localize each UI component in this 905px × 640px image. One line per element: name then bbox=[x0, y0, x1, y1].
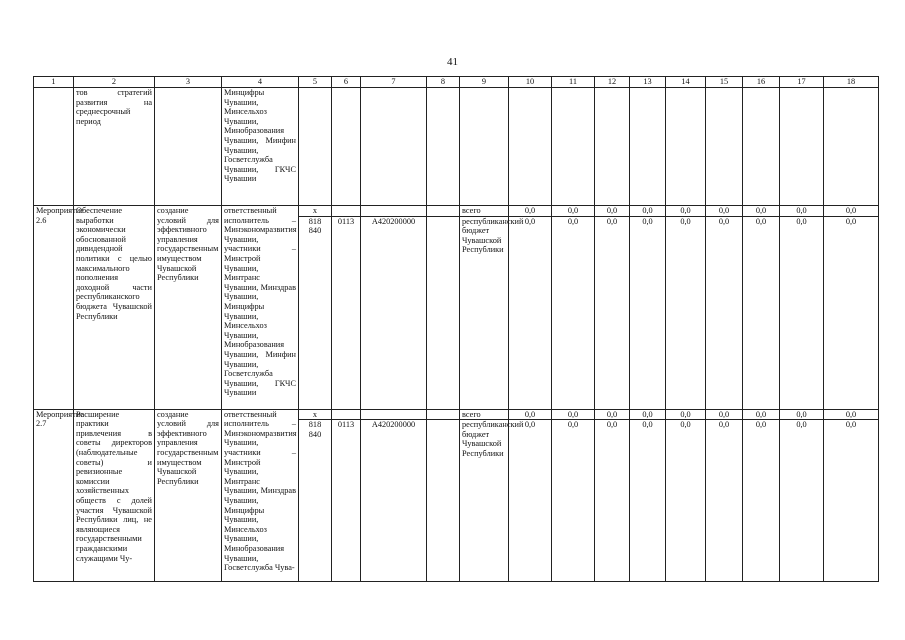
col-header: 6 bbox=[332, 77, 361, 88]
value-cell: 0,0 bbox=[595, 216, 630, 409]
activity-number: Мероприятие 2.6 bbox=[34, 206, 74, 410]
cell bbox=[361, 206, 427, 217]
value-cell: 0,0 bbox=[552, 409, 595, 420]
col-header: 11 bbox=[552, 77, 595, 88]
activity-description: Обеспечение выработки экономически обоснованной дивидендной политики с целью максимального пополнения доходной части республиканского бюджета Чувашской Республики bbox=[74, 206, 155, 410]
col-header: 2 bbox=[74, 77, 155, 88]
value-cell: 0,0 bbox=[595, 206, 630, 217]
value-cell: 0,0 bbox=[509, 216, 552, 409]
col-header: 1 bbox=[34, 77, 74, 88]
value-cell: 0,0 bbox=[743, 206, 780, 217]
value-cell: 0,0 bbox=[509, 409, 552, 420]
value-cell: 0,0 bbox=[666, 216, 706, 409]
page-number: 41 bbox=[447, 56, 458, 68]
grbs-code: x bbox=[299, 206, 332, 217]
value-cell: 0,0 bbox=[706, 409, 743, 420]
value-cell: 0,0 bbox=[824, 420, 879, 582]
cell bbox=[630, 88, 666, 206]
cell bbox=[780, 88, 824, 206]
value-cell: 0,0 bbox=[743, 420, 780, 582]
continuation-row bbox=[34, 88, 879, 206]
table-row bbox=[34, 206, 879, 217]
col-header: 18 bbox=[824, 77, 879, 88]
cell bbox=[427, 216, 460, 409]
activity-description: тов стратегий развития на среднесрочный период bbox=[74, 88, 155, 206]
value-cell: 0,0 bbox=[630, 420, 666, 582]
cell bbox=[332, 206, 361, 217]
value-cell: 0,0 bbox=[509, 206, 552, 217]
executors: Минцифры Чувашии, Минсельхоз Чувашии, Минобразования Чувашии, Минфин Чувашии, Госветслужба Чувашии, ГКЧС Чувашии bbox=[222, 88, 299, 206]
value-cell: 0,0 bbox=[666, 409, 706, 420]
value-cell: 0,0 bbox=[824, 206, 879, 217]
cell bbox=[824, 88, 879, 206]
program-activities-table bbox=[33, 76, 879, 582]
col-header: 12 bbox=[595, 77, 630, 88]
col-header: 10 bbox=[509, 77, 552, 88]
cell bbox=[361, 409, 427, 420]
cell bbox=[361, 88, 427, 206]
value-cell: 0,0 bbox=[706, 216, 743, 409]
col-header: 16 bbox=[743, 77, 780, 88]
executors: ответственный исполнитель – Минэкономразвития Чувашии, участники – Минстрой Чувашии, Минтранс Чувашии, Минздрав Чувашии, Минцифры Чувашии, Минсельхоз Чувашии, Минобразования Чувашии, Минфин Чувашии, Госветслужба Чувашии, ГКЧС Чувашии bbox=[222, 206, 299, 410]
col-header: 9 bbox=[460, 77, 509, 88]
table-row bbox=[34, 409, 879, 420]
cell bbox=[460, 88, 509, 206]
cell bbox=[427, 409, 460, 420]
value-cell: 0,0 bbox=[780, 409, 824, 420]
cell bbox=[427, 420, 460, 582]
target-code: А420200000 bbox=[361, 420, 427, 582]
cell bbox=[332, 409, 361, 420]
grbs-code: x bbox=[299, 409, 332, 420]
executors: ответственный исполнитель – Минэкономразвития Чувашии, участники – Минстрой Чувашии, Минтранс Чувашии, Минздрав Чувашии, Минцифры Чувашии, Минсельхоз Чувашии, Минобразования Чувашии, Госветслужба Чува- bbox=[222, 409, 299, 582]
value-cell: 0,0 bbox=[630, 206, 666, 217]
activity-number: Мероприятие 2.7 bbox=[34, 409, 74, 582]
activity-description: Расширение практики привлечения в советы директоров (наблюдательные советы) и ревизионные комиссии хозяйственных обществ с долей участия Чувашской Республики лиц, не являющиеся государственными гражданскими служащими Чу- bbox=[74, 409, 155, 582]
section-code: 0113 bbox=[332, 420, 361, 582]
value-cell: 0,0 bbox=[780, 206, 824, 217]
cell bbox=[427, 206, 460, 217]
col-header: 3 bbox=[155, 77, 222, 88]
expected-result: создание условий для эффективного управления государственным имуществом Чувашской Республики bbox=[155, 409, 222, 582]
col-header: 15 bbox=[706, 77, 743, 88]
value-cell: 0,0 bbox=[824, 216, 879, 409]
cell bbox=[34, 88, 74, 206]
col-header: 8 bbox=[427, 77, 460, 88]
cell bbox=[595, 88, 630, 206]
value-cell: 0,0 bbox=[630, 216, 666, 409]
cell bbox=[509, 88, 552, 206]
value-cell: 0,0 bbox=[780, 216, 824, 409]
value-cell: 0,0 bbox=[509, 420, 552, 582]
col-header: 17 bbox=[780, 77, 824, 88]
cell bbox=[666, 88, 706, 206]
col-header: 4 bbox=[222, 77, 299, 88]
col-header: 14 bbox=[666, 77, 706, 88]
funding-source: республиканский бюджет Чувашской Республики bbox=[460, 420, 509, 582]
grbs-code: 818 840 bbox=[299, 420, 332, 582]
cell bbox=[706, 88, 743, 206]
cell bbox=[332, 88, 361, 206]
value-cell: 0,0 bbox=[552, 206, 595, 217]
value-cell: 0,0 bbox=[706, 206, 743, 217]
column-number-row bbox=[34, 77, 879, 88]
value-cell: 0,0 bbox=[780, 420, 824, 582]
value-cell: 0,0 bbox=[552, 420, 595, 582]
col-header: 5 bbox=[299, 77, 332, 88]
funding-source: всего bbox=[460, 206, 509, 217]
value-cell: 0,0 bbox=[595, 420, 630, 582]
value-cell: 0,0 bbox=[706, 420, 743, 582]
value-cell: 0,0 bbox=[595, 409, 630, 420]
cell bbox=[552, 88, 595, 206]
cell bbox=[427, 88, 460, 206]
value-cell: 0,0 bbox=[666, 206, 706, 217]
cell bbox=[299, 88, 332, 206]
value-cell: 0,0 bbox=[743, 216, 780, 409]
grbs-code: 818 840 bbox=[299, 216, 332, 409]
col-header: 13 bbox=[630, 77, 666, 88]
value-cell: 0,0 bbox=[824, 409, 879, 420]
col-header: 7 bbox=[361, 77, 427, 88]
funding-source: республиканский бюджет Чувашской Республики bbox=[460, 216, 509, 409]
cell bbox=[743, 88, 780, 206]
target-code: А420200000 bbox=[361, 216, 427, 409]
value-cell: 0,0 bbox=[630, 409, 666, 420]
section-code: 0113 bbox=[332, 216, 361, 409]
value-cell: 0,0 bbox=[743, 409, 780, 420]
funding-source: всего bbox=[460, 409, 509, 420]
expected-result: создание условий для эффективного управления государственным имуществом Чувашской Республики bbox=[155, 206, 222, 410]
cell bbox=[155, 88, 222, 206]
value-cell: 0,0 bbox=[552, 216, 595, 409]
value-cell: 0,0 bbox=[666, 420, 706, 582]
